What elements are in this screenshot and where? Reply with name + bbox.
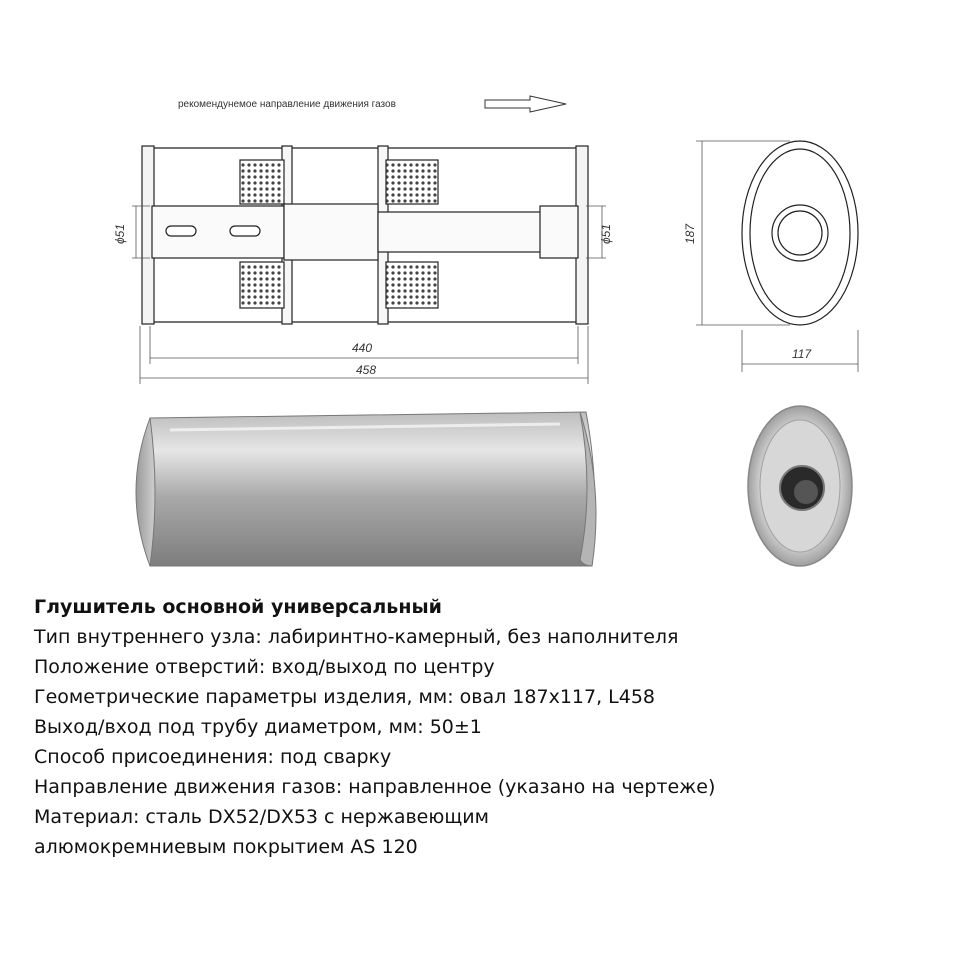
spec-line: Способ присоединения: под сварку [34,746,392,768]
muffler-end-render [748,406,852,566]
outlet-pipe [378,212,544,252]
middle-chamber-pipe [284,204,378,260]
flow-direction [178,96,566,112]
end-view-dimensions [696,141,858,372]
end-view-pipe-inner [778,211,822,255]
perforated-tube-bottom-right [386,262,438,308]
end-view [742,141,858,325]
spec-line: Тип внутреннего узла: лабиринтно-камерный, без наполнителя [34,626,679,648]
spec-line: Направление движения газов: направленное (указано на чертеже) [34,776,716,798]
perforated-tube-bottom-left [240,262,284,308]
spec-line: Геометрические параметры изделия, мм: овал 187x117, L458 [34,686,656,708]
muffler-side-render [136,412,596,566]
spec-line: Выход/вход под трубу диаметром, мм: 50±1 [34,716,482,738]
pipe-slot-2 [230,226,260,236]
spec-line: Материал: сталь DX52/DX53 с нержавеющим [34,806,489,828]
perforated-tube-top-right [386,160,438,204]
render-left-cap [136,418,155,566]
end-view-pipe-outer [772,205,828,261]
spec-list [34,592,934,862]
flow-direction-caption: рекомендунемое направление движения газов [178,99,396,110]
outlet-nozzle [540,206,578,258]
spec-line: алюмокремниевым покрытием AS 120 [34,836,418,858]
inlet-diameter-label: ϕ51 [113,223,127,244]
flow-arrow-icon [485,96,566,112]
inner-length-label: 440 [352,341,373,355]
width-label: 117 [792,347,812,361]
pipe-slot-1 [166,226,196,236]
total-length-label: 458 [356,363,377,377]
height-label: 187 [683,223,697,244]
end-view-inner-oval [750,149,850,317]
perforated-tube-top-left [240,160,284,204]
spec-title: Глушитель основной универсальный [34,596,442,618]
spec-line: Положение отверстий: вход/выход по центру [34,656,495,678]
end-view-outer-oval [742,141,858,325]
side-section-view [142,146,588,324]
outlet-diameter-label: ϕ51 [599,223,613,244]
